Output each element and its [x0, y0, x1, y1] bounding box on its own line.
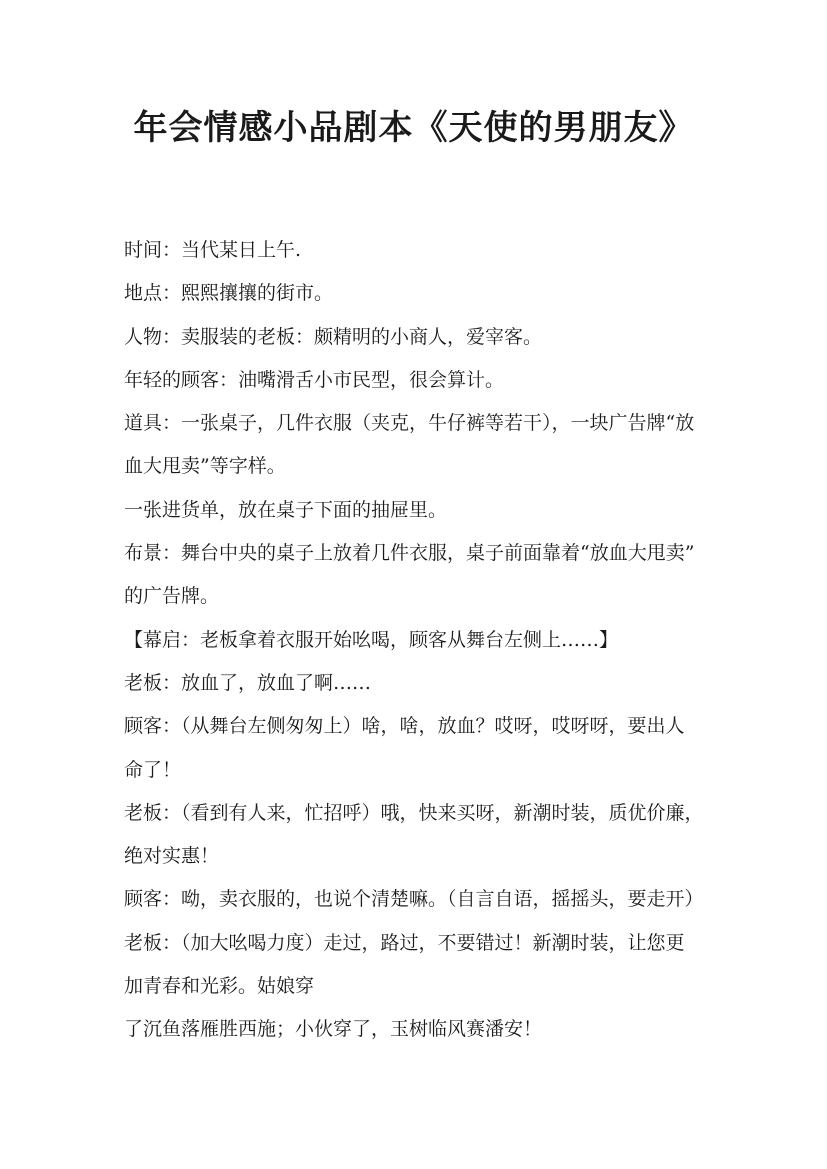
script-body [124, 235, 724, 1058]
text-line: 命了！ [124, 758, 182, 781]
text-line: 一张进货单，放在桌子下面的抽屉里。 [124, 498, 448, 521]
text-line: 人物：卖服装的老板：颇精明的小商人，爱宰客。 [124, 325, 543, 348]
text-line: 地点：熙熙攘攘的街市。 [124, 282, 334, 305]
text-line: 的广告牌。 [124, 585, 220, 608]
text-line: 年轻的顾客：油嘴滑舌小市民型，很会算计。 [124, 368, 505, 391]
text-line: 【幕启：老板拿着衣服开始吆喝，顾客从舞台左侧上……】 [124, 628, 619, 651]
text-line: 绝对实惠！ [124, 845, 220, 868]
text-line: 了沉鱼落雁胜西施；小伙穿了，玉树临风赛潘安！ [124, 1018, 543, 1041]
document-title: 年会情感小品剧本《天使的男朋友》 [133, 108, 694, 148]
text-line: 时间：当代某日上午. [124, 239, 302, 261]
text-line: 顾客：呦，卖衣服的，也说个清楚嘛。（自言自语，摇摇头，要走开） [124, 888, 704, 911]
text-line: 顾客：（从舞台左侧匆匆上）啥，啥，放血？哎呀，哎呀呀，要出人 [124, 715, 685, 738]
text-line: 加青春和光彩。姑娘穿 [124, 975, 315, 998]
text-line: 道具：一张桌子，几件衣服（夹克，牛仔裤等若干），一块广告牌“放 [124, 412, 695, 435]
text-line: 布景：舞台中央的桌子上放着几件衣服，桌子前面靠着“放血大甩卖” [124, 542, 695, 565]
text-line: 老板：（看到有人来，忙招呼）哦，快来买呀，新潮时装，质优价廉， [124, 801, 704, 824]
text-line: 老板：放血了，放血了啊…… [124, 671, 372, 694]
text-line: 老板：（加大吆喝力度）走过，路过，不要错过！新潮时装，让您更 [124, 931, 685, 954]
text-line: 血大甩卖”等字样。 [124, 455, 286, 478]
